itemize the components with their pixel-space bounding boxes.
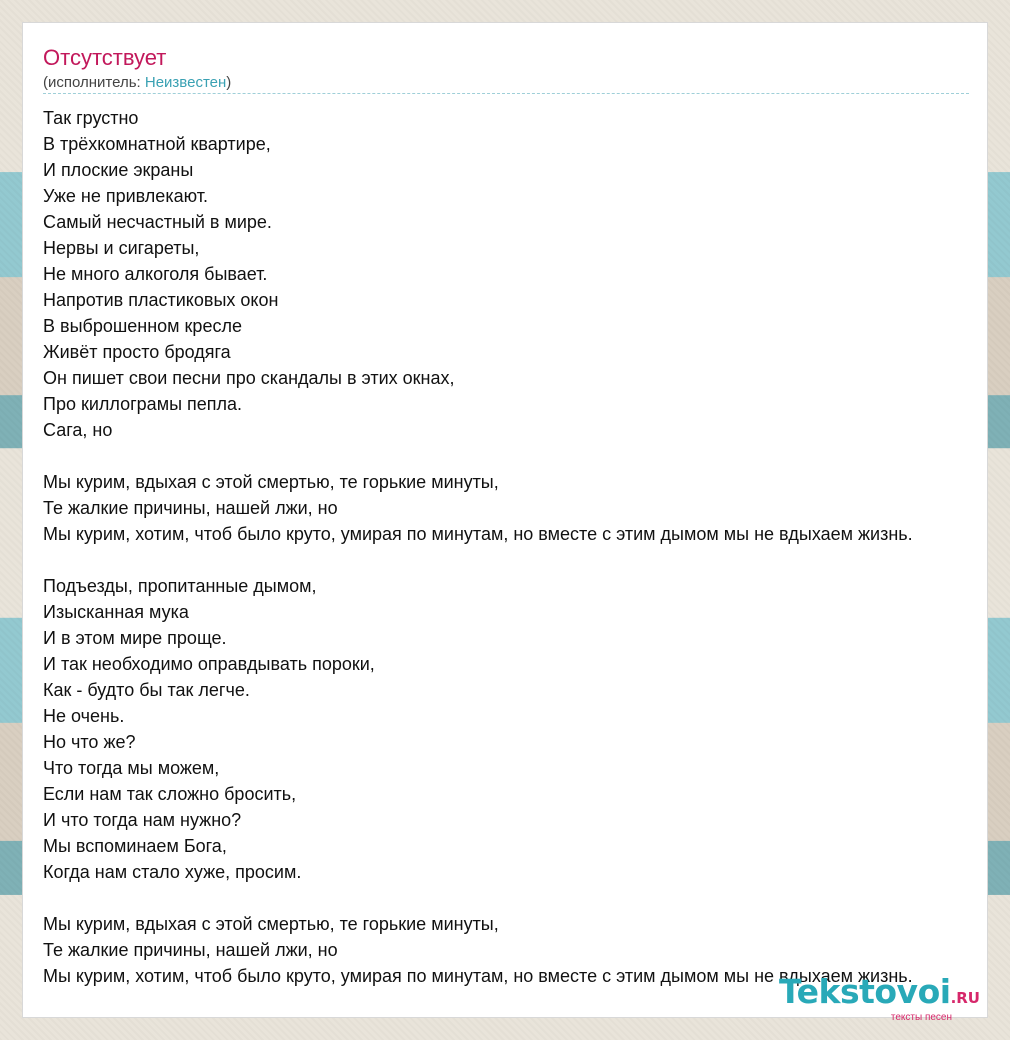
artist-prefix: (исполнитель: bbox=[43, 74, 145, 91]
lyric-line: И в этом мире проще. bbox=[43, 628, 227, 648]
lyric-line: Мы курим, хотим, чтоб было круто, умирая по минутам, но вместе с этим дымом мы не вдыхаем жизнь. bbox=[43, 524, 913, 544]
lyric-line: Уже не привлекают. bbox=[43, 186, 208, 206]
logo-wordmark bbox=[779, 972, 980, 1015]
lyric-line: Мы курим, вдыхая с этой смертью, те горькие минуты, bbox=[43, 472, 499, 492]
lyrics-text bbox=[43, 105, 1010, 989]
artist-link[interactable]: Неизвестен bbox=[144, 74, 227, 91]
lyrics-card bbox=[22, 22, 988, 1018]
logo-tagline: тексты песен bbox=[890, 1012, 952, 1023]
logo-domain: .RU bbox=[950, 989, 980, 1007]
lyric-line: Про киллограмы пепла. bbox=[43, 394, 243, 414]
title-divider bbox=[43, 93, 969, 94]
lyric-blank-line bbox=[43, 885, 1010, 911]
logo-main-text: Tekstovoi bbox=[779, 972, 951, 1011]
lyric-line: Если нам так сложно бросить, bbox=[43, 784, 297, 804]
lyric-line: И так необходимо оправдывать пороки, bbox=[43, 654, 375, 674]
lyric-line: Мы курим, вдыхая с этой смертью, те горькие минуты, bbox=[43, 914, 499, 934]
lyric-line: Так грустно bbox=[43, 108, 139, 128]
lyric-line: Когда нам стало хуже, просим. bbox=[43, 862, 302, 882]
lyric-line: Но что же? bbox=[43, 732, 136, 752]
lyric-line: В выброшенном кресле bbox=[43, 316, 242, 336]
lyric-line: Те жалкие причины, нашей лжи, но bbox=[43, 940, 338, 960]
lyric-line: И что тогда нам нужно? bbox=[43, 810, 242, 830]
lyric-blank-line bbox=[43, 443, 1010, 469]
lyric-line: Мы курим, хотим, чтоб было круто, умирая по минутам, но вместе с этим дымом мы не вдыхаем жизнь. bbox=[43, 966, 913, 986]
site-logo[interactable] bbox=[779, 972, 980, 1023]
lyric-line: Подъезды, пропитанные дымом, bbox=[43, 576, 317, 596]
lyric-line: Живёт просто бродяга bbox=[43, 342, 231, 362]
lyric-line: Он пишет свои песни про скандалы в этих окнах, bbox=[43, 368, 455, 388]
artist-suffix: ) bbox=[226, 74, 232, 91]
lyric-line: Самый несчастный в мире. bbox=[43, 212, 272, 232]
lyric-line: Изысканная мука bbox=[43, 602, 189, 622]
lyric-line: Те жалкие причины, нашей лжи, но bbox=[43, 498, 338, 518]
lyric-line: В трёхкомнатной квартире, bbox=[43, 134, 271, 154]
lyric-blank-line bbox=[43, 547, 1010, 573]
lyric-line: Мы вспоминаем Бога, bbox=[43, 836, 227, 856]
lyric-line: И плоские экраны bbox=[43, 160, 194, 180]
lyric-line: Не очень. bbox=[43, 706, 125, 726]
lyric-line: Что тогда мы можем, bbox=[43, 758, 220, 778]
lyric-line: Как - будто бы так легче. bbox=[43, 680, 250, 700]
song-title: Отсутствует bbox=[43, 45, 167, 70]
lyric-line: Напротив пластиковых окон bbox=[43, 290, 279, 310]
artist-line bbox=[43, 74, 231, 91]
lyric-line: Нервы и сигареты, bbox=[43, 238, 200, 258]
lyric-line: Сага, но bbox=[43, 420, 113, 440]
lyric-line: Не много алкоголя бывает. bbox=[43, 264, 268, 284]
